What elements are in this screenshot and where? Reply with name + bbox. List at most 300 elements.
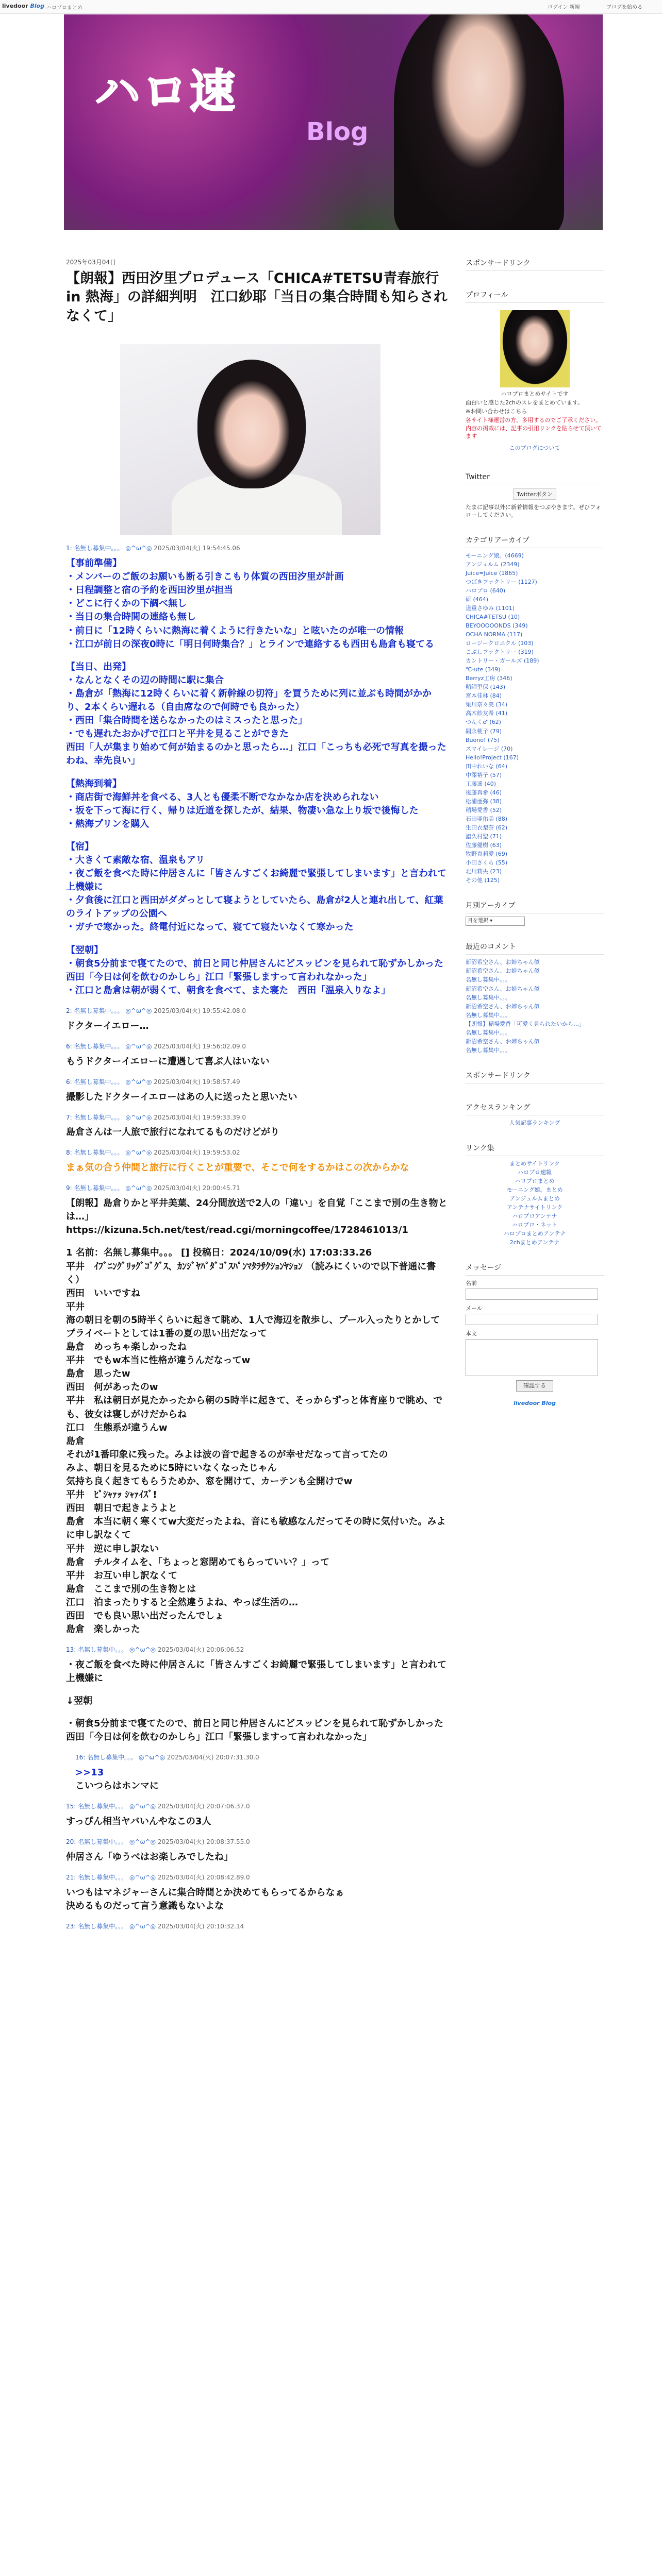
post-meta [66, 1148, 448, 1157]
link-item[interactable] [466, 1168, 604, 1177]
category-item-link[interactable]: 宮本佳林 (84) [466, 692, 502, 700]
category-item[interactable] [466, 595, 604, 604]
category-item-link[interactable]: ロージークロニクル (103) [466, 640, 534, 647]
login-link[interactable]: ログイン 新規 [548, 5, 580, 10]
category-item-link[interactable]: カントリー・ガールズ (189) [466, 657, 539, 665]
profile-line: 面白いと感じた2chのスレをまとめています。 [466, 399, 584, 406]
post-line: 平井 [66, 1301, 85, 1312]
category-item[interactable] [466, 727, 604, 736]
post-author-name[interactable]: 名無し募集中。。。 [74, 1113, 124, 1121]
post-number[interactable]: 21: [66, 1874, 76, 1882]
category-item[interactable] [466, 806, 604, 815]
category-item-link[interactable]: Hello!Project (167) [466, 754, 519, 761]
post-author-id[interactable]: ◎^ω^◎ [125, 1042, 152, 1050]
post-body [66, 1658, 448, 1744]
post-meta [66, 1184, 448, 1193]
post-date: 2025/03/04(火) 20:07:31.30.0 [167, 1754, 259, 1761]
post-line: ・江口が前日の深夜0時に「明日何時集合？」とラインで連絡するも西田も島倉も寝てる [66, 638, 434, 650]
post-line: 島倉 思ったw [66, 1368, 130, 1380]
post-meta [66, 1873, 448, 1882]
link-item-link[interactable]: アンテナサイトリンク [506, 1204, 563, 1211]
post-line [66, 831, 448, 840]
post-number[interactable]: 20: [66, 1838, 76, 1846]
message-name-label: 名前 [466, 1280, 477, 1287]
recent-comment-item-link[interactable]: 新沼希空さん、お姉ちゃん似 [466, 968, 540, 975]
link-item[interactable] [466, 1221, 604, 1229]
link-item-link[interactable]: アンジュルムまとめ [509, 1195, 560, 1202]
post-body [66, 1020, 448, 1033]
post-author-id[interactable]: ◎^ω^◎ [129, 1803, 156, 1810]
post-date: 2025/03/04(火) 20:07:06.37.0 [157, 1803, 250, 1810]
start-blog-link[interactable]: ブログを始める [606, 5, 642, 10]
category-item[interactable] [466, 656, 604, 665]
category-item-link[interactable]: つばきファクトリー (1127) [466, 578, 537, 585]
category-item[interactable] [466, 665, 604, 674]
thread-post [66, 1007, 448, 1033]
post-line [66, 1237, 448, 1246]
category-item[interactable] [466, 578, 604, 586]
post-line: 決めるものだって言う意識もないよな [66, 1901, 224, 1912]
category-item[interactable] [466, 586, 604, 595]
link-item[interactable] [466, 1194, 604, 1203]
profile-image [500, 310, 570, 387]
post-author-name[interactable]: 名無し募集中。。。 [78, 1923, 128, 1930]
recent-comment-item-link[interactable]: 名無し募集中。。。 [466, 994, 511, 1001]
post-line: 島倉 [66, 1435, 85, 1447]
post-line: ・前日に「12時くらいに熱海に着くように行きたいな」と呟いたのが唯一の情報 [66, 625, 404, 636]
monthly-archive-heading: 月別アーカイブ [466, 900, 604, 913]
post-author-id[interactable]: ◎^ω^◎ [138, 1754, 166, 1761]
link-item[interactable] [466, 1185, 604, 1194]
category-item[interactable] [466, 744, 604, 753]
recent-comment-item-link[interactable]: 新沼希空さん、お姉ちゃん似 [466, 985, 540, 992]
post-author-name[interactable]: 名無し募集中。。。 [78, 1874, 128, 1882]
category-item[interactable] [466, 700, 604, 709]
profile-line[interactable]: ※お問い合わせはこちら [466, 408, 527, 415]
post-number[interactable]: 9: [66, 1184, 72, 1192]
footer-livedoor-logo[interactable]: livedoor Blog [513, 1400, 556, 1407]
recent-comment-item[interactable] [466, 993, 604, 1002]
category-item-link[interactable]: 道重さゆみ (1101) [466, 604, 515, 612]
thread-post [66, 1148, 448, 1175]
category-item[interactable] [466, 560, 604, 569]
category-item-link[interactable]: BEYOOOOONDS (349) [466, 622, 528, 629]
recent-comment-item[interactable] [466, 1037, 604, 1046]
category-item[interactable] [466, 674, 604, 683]
post-line[interactable]: >>13 [75, 1767, 104, 1778]
link-item-link[interactable]: ハロプロ速報 [518, 1168, 552, 1176]
recent-comment-item[interactable] [466, 1028, 604, 1037]
category-item-link[interactable]: 稲場愛香 (52) [466, 806, 502, 814]
category-item[interactable] [466, 788, 604, 797]
article-date: 2025年03月04日 [66, 259, 117, 266]
category-archive-heading: カテゴリアーカイブ [466, 535, 604, 548]
thread-post [66, 1078, 448, 1104]
post-line: ・ガチで寒かった。終電付近になって、寝てて寝たいなくて寒かった [66, 922, 354, 933]
category-item-link[interactable]: 牧野真莉愛 (69) [466, 851, 508, 858]
post-meta [66, 1802, 448, 1811]
post-number[interactable]: 7: [66, 1113, 72, 1121]
recent-comment-item-link[interactable]: 新沼希空さん、お姉ちゃん似 [466, 1003, 540, 1010]
post-author-id[interactable]: ◎^ω^◎ [129, 1923, 156, 1930]
post-line: 平井 ﾋﾟｼｬｧｯ ｼｬｧｲｽﾞ! [66, 1489, 157, 1501]
message-mail-field[interactable] [466, 1314, 598, 1325]
category-item-link[interactable]: 後藤真希 (46) [466, 789, 502, 796]
link-item[interactable] [466, 1238, 604, 1247]
recent-comment-item[interactable] [466, 967, 604, 975]
blog-header-banner[interactable] [64, 14, 603, 230]
post-line: 西田 いいですね [66, 1287, 140, 1299]
post-author-name[interactable]: 名無し募集中。。。 [74, 1149, 124, 1157]
article-title[interactable]: 【朗報】西田汐里プロデュース「CHICA#TETSU青春旅行 in 熱海」の詳細判明 江口紗耶「当日の集合時間も知らされなくて」 [66, 270, 448, 324]
post-body [66, 1055, 448, 1069]
access-ranking-item[interactable]: 人気記事ランキング [509, 1119, 560, 1126]
post-number[interactable]: 2: [66, 1007, 72, 1014]
recent-comment-item[interactable] [466, 1020, 604, 1028]
category-item[interactable] [466, 832, 604, 841]
link-item-link[interactable]: モーニング娘。まとめ [506, 1186, 563, 1193]
post-line: 島倉 本当に朝く寒くてw大変だったよね、音にも敏感なんだってその時に気付いた。みよに申し訳なくて [66, 1516, 446, 1541]
recent-comment-item-link[interactable]: 名無し募集中。。。 [466, 1011, 511, 1019]
category-item[interactable] [466, 621, 604, 630]
post-number[interactable]: 1: [66, 545, 72, 552]
category-item[interactable] [466, 841, 604, 850]
link-item[interactable] [466, 1203, 604, 1212]
category-item[interactable] [466, 604, 604, 613]
category-item[interactable] [466, 867, 604, 876]
post-line: 気持ち良く起きてもらうためか、窓を開けて、カーテンも全開けでw [66, 1476, 353, 1487]
category-item-link[interactable]: 生田衣梨奈 (62) [466, 824, 508, 832]
post-author-name[interactable]: 名無し募集中。。。 [87, 1754, 137, 1761]
profile-notice-2: 内容の掲載には、記事の引用リンクを貼らせて頂いてます [466, 425, 602, 440]
post-line: 平井 ｲﾌﾞﾆﾝｸﾞﾘｯｸﾞｺﾞｸﾞｽ、ｶﾝｼﾞﾔﾊﾟﾀﾞｺﾞｽﾊﾟﾝﾏﾀﾗｻｸｼｮﾝﾔｼｮﾝ （読みにくいので以下普通に書く） [66, 1261, 436, 1285]
post-line: 西田 何があったのw [66, 1382, 158, 1393]
category-item[interactable] [466, 823, 604, 832]
category-item-link[interactable]: 石田亜佑美 (88) [466, 816, 508, 822]
twitter-follow-button[interactable]: Twitterボタン [513, 488, 556, 500]
post-body [66, 1851, 448, 1864]
post-number[interactable]: 23: [66, 1923, 76, 1930]
category-item[interactable] [466, 648, 604, 656]
post-line [66, 935, 448, 944]
post-date: 2025/03/04(火) 20:08:42.89.0 [157, 1874, 250, 1882]
category-item[interactable] [466, 630, 604, 639]
post-line: すっぴん相当ヤバいんやなこの3人 [66, 1816, 211, 1827]
category-item[interactable] [466, 718, 604, 726]
post-author-id[interactable]: ◎^ω^◎ [125, 1184, 152, 1192]
post-line: ・西田「集合時間を送らなかったのはミスったと思った」 [66, 715, 308, 726]
post-line: ・夜ご飯を食べた時に仲居さんに「皆さんすごくお綺麗で緊張してしまいます」と言われて上機嫌に [66, 1659, 446, 1684]
recent-comment-item[interactable] [466, 1002, 604, 1011]
post-line: 【事前準備】 [66, 558, 122, 569]
post-author-name[interactable]: 名無し募集中。。。 [74, 1042, 124, 1050]
post-author-id[interactable]: ◎^ω^◎ [125, 1113, 152, 1121]
post-line: 江口 泊まったりすると全然違うよね、やっぱ生活の… [66, 1597, 298, 1608]
message-heading: メッセージ [466, 1262, 604, 1276]
post-line: ドクターイエロー… [66, 1020, 149, 1031]
category-item[interactable] [466, 753, 604, 762]
recent-comment-item-link[interactable]: 名無し募集中。。。 [466, 1029, 511, 1036]
category-item[interactable] [466, 762, 604, 771]
post-line: ・熱海プリンを購入 [66, 818, 150, 829]
post-number[interactable]: 13: [66, 1646, 76, 1654]
post-line: ・なんとなくその辺の時間に駅に集合 [66, 674, 224, 686]
message-mail-label: メール [466, 1305, 483, 1312]
post-author-name[interactable]: 名無し募集中。。。 [78, 1803, 128, 1810]
about-blog-link[interactable]: このブログについて [509, 445, 560, 452]
post-line: ・夕食後に江口と西田がダダっとして寝ようとしていたら、島倉が2人と連れ出して、紅葉のライトアップの公園へ [66, 895, 443, 920]
post-body [75, 1766, 448, 1793]
post-body [66, 1197, 448, 1636]
links-list [466, 1159, 604, 1247]
post-line: ・夜ご飯を食べた時に仲居さんに「皆さんすごくお綺麗で緊張してしまいます」と言われて上機嫌に [66, 868, 446, 893]
post-line: ・当日の集合時間の連絡も無し [66, 612, 196, 623]
header-portrait [394, 14, 564, 230]
post-line: 西田 朝日で起きようよと [66, 1503, 177, 1514]
category-item-link[interactable]: 佐藤優樹 (63) [466, 842, 502, 849]
category-item-link[interactable]: CHICA#TETSU (10) [466, 613, 520, 620]
link-item-link[interactable]: 2chまとめアンテナ [509, 1239, 560, 1246]
category-item[interactable] [466, 858, 604, 867]
thread-post [66, 1646, 448, 1744]
blog-title-logo: ハロ速 [95, 65, 238, 118]
link-item-link[interactable]: ハロプロまとめアンテナ [503, 1230, 566, 1238]
link-item[interactable] [466, 1212, 604, 1221]
post-date: 2025/03/04(火) 20:08:37.55.0 [157, 1838, 250, 1846]
link-item-link[interactable]: ハロプロまとめ [515, 1177, 555, 1184]
message-name-field[interactable] [466, 1289, 598, 1300]
post-line: 撮影したドクターイエローはあの人に送ったと思いたい [66, 1091, 297, 1103]
post-line: 海の朝日を朝の5時半くらいに起きて眺め、1人で海辺を散歩し、プール入ったりとかして [66, 1314, 440, 1326]
post-line: まぁ気の合う仲間と旅行に行くことが重要で、そこで何をするかはこの次からかな [66, 1162, 409, 1174]
message-body-field[interactable] [466, 1339, 598, 1376]
category-item[interactable] [466, 639, 604, 648]
recent-comment-item-link[interactable]: 新沼希空さん、お姉ちゃん似 [466, 959, 540, 966]
recent-comment-item[interactable] [466, 985, 604, 993]
post-author-name[interactable]: 名無し募集中。。。 [78, 1838, 128, 1846]
thread-post [66, 1802, 448, 1828]
category-item-link[interactable]: Juice=Juice (1865) [466, 569, 518, 577]
category-item[interactable] [466, 815, 604, 823]
recent-comment-item-link[interactable]: 新沼希空さん、お姉ちゃん似 [466, 1038, 540, 1045]
category-item-link[interactable]: 松浦亜弥 (38) [466, 798, 502, 805]
post-body [66, 557, 448, 997]
category-item-link[interactable]: Buono! (75) [466, 736, 500, 743]
post-line: 島倉 めっちゃ楽しかったね [66, 1342, 187, 1353]
twitter-heading: Twitter [466, 473, 604, 484]
photo-figure-head [197, 360, 306, 488]
post-meta [66, 1007, 448, 1015]
post-line[interactable]: https://kizuna.5ch.net/test/read.cgi/morningcoffee/1728461013/1 [66, 1225, 408, 1236]
post-author-id[interactable]: ◎^ω^◎ [125, 545, 152, 552]
recent-comment-item-link[interactable]: 名無し募集中。。。 [466, 976, 511, 984]
post-line: それが1番印象に残った。みよは波の音で起きるのが幸せだなって言ってたの [66, 1449, 388, 1460]
thread-post [66, 1184, 448, 1636]
post-line: ・坂を下って海に行く、帰りは近道を探したが、結果、物凄い急な上り坂で後悔した [66, 805, 419, 816]
category-item[interactable] [466, 709, 604, 718]
category-item[interactable] [466, 613, 604, 621]
category-item-link[interactable]: こぶしファクトリー (319) [466, 649, 534, 656]
post-date: 2025/03/04(火) 19:55:42.08.0 [154, 1007, 246, 1014]
post-meta [66, 1042, 448, 1051]
message-body-label: 本文 [466, 1330, 477, 1337]
thread-post [66, 1113, 448, 1140]
category-item-link[interactable]: 研 (464) [466, 596, 489, 603]
category-item[interactable] [466, 779, 604, 788]
category-item-link[interactable]: 中澤裕子 (57) [466, 771, 502, 778]
link-item-link[interactable]: まとめサイトリンク [509, 1160, 560, 1167]
category-item-link[interactable]: つんく♂ (62) [466, 719, 501, 726]
post-date: 2025/03/04(火) 19:58:57.49 [154, 1078, 240, 1086]
post-author-name[interactable]: 名無し募集中。。。 [78, 1646, 128, 1654]
confirm-button[interactable]: 確認する [516, 1380, 553, 1392]
recent-comment-item[interactable] [466, 958, 604, 967]
post-author-name[interactable]: 名無し募集中。。。 [74, 1007, 124, 1014]
post-number[interactable]: 8: [66, 1149, 72, 1157]
recent-comment-item[interactable] [466, 1046, 604, 1055]
thread-post [75, 1753, 448, 1793]
post-date: 2025/03/04(火) 20:00:45.71 [154, 1184, 240, 1192]
site-name[interactable]: ハロプロまとめ [46, 5, 82, 11]
post-meta [66, 1078, 448, 1087]
post-author-name[interactable]: 名無し募集中。。。 [74, 545, 124, 552]
access-ranking-heading: アクセスランキング [466, 1102, 604, 1115]
recent-comment-item[interactable] [466, 975, 604, 984]
category-item[interactable] [466, 569, 604, 578]
link-item-link[interactable]: ハロプロアンテナ [512, 1213, 557, 1220]
post-body [66, 1091, 448, 1104]
category-item-link[interactable]: 鞘師里保 (143) [466, 684, 506, 691]
category-item-link[interactable]: 小田さくら (55) [466, 859, 508, 867]
thread-post [66, 544, 448, 997]
post-meta [66, 1922, 448, 1931]
post-author-name[interactable]: 名無し募集中。。。 [74, 1078, 124, 1086]
post-line: ・島倉が「熱海に12時くらいに着く新幹線の切符」を買うために列に並ぶも時間がかかり、2本くらい遅れる（自由席なので何時でも良かった） [66, 688, 432, 713]
category-item[interactable] [466, 876, 604, 885]
link-item[interactable] [466, 1177, 604, 1185]
category-item-link[interactable]: 北川莉央 (23) [466, 868, 502, 875]
post-line: 【熱海到着】 [66, 778, 122, 789]
category-item-link[interactable]: 譜久村聖 (71) [466, 833, 502, 840]
blog-subtitle-logo: Blog [306, 117, 369, 146]
category-item[interactable] [466, 683, 604, 691]
post-number[interactable]: 15: [66, 1803, 76, 1810]
category-list [466, 551, 604, 885]
recent-comments-list [466, 958, 604, 1055]
profile-heading: プロフィール [466, 290, 604, 303]
post-line: 【宿】 [66, 841, 94, 852]
link-item[interactable] [466, 1229, 604, 1238]
thread-post [66, 1838, 448, 1864]
recent-comment-item-link[interactable]: 【朗報】稲場愛香「可愛く見られたいから…」 [466, 1020, 585, 1027]
post-author-id[interactable]: ◎^ω^◎ [129, 1838, 156, 1846]
category-item-link[interactable]: スマイレージ (70) [466, 745, 513, 752]
post-line: 島倉さんは一人旅で旅行になれてるものだけどがり [66, 1127, 279, 1138]
profile-line: ハロプロまとめサイトです [501, 391, 569, 397]
category-item-link[interactable]: 工藤遥 (40) [466, 780, 496, 787]
post-author-id[interactable]: ◎^ω^◎ [125, 1149, 152, 1157]
main-column [66, 258, 448, 1935]
post-line: ・どこに行くかの下調べ無し [66, 598, 187, 609]
post-line: 1 名前：名無し募集中。。。 [] 投稿日：2024/10/09(水) 17:03:33.26 [66, 1247, 372, 1259]
category-item-link[interactable]: ハロプロ (640) [466, 587, 506, 594]
links-heading: リンク集 [466, 1143, 604, 1156]
livedoor-logo[interactable]: livedoor Blog [2, 3, 45, 9]
post-number[interactable]: 16: [75, 1754, 86, 1761]
link-item[interactable] [466, 1159, 604, 1168]
post-line: 【翌朝】 [66, 944, 103, 956]
post-line [66, 1708, 448, 1717]
post-author-name[interactable]: 名無し募集中。。。 [74, 1184, 124, 1192]
post-line: ・メンバーのご飯のお願いも断る引きこもり体質の西田汐里が計画 [66, 571, 344, 583]
thread-post [66, 1922, 448, 1931]
post-line [66, 768, 448, 777]
post-line: 平井 逆に申し訳ない [66, 1543, 159, 1554]
category-item[interactable] [466, 850, 604, 858]
post-author-id[interactable]: ◎^ω^◎ [125, 1007, 152, 1014]
post-line: 島倉 楽しかった [66, 1624, 140, 1635]
category-item-link[interactable]: OCHA NORMA (117) [466, 631, 523, 638]
month-select[interactable]: 月を選択 ▾ [466, 917, 525, 926]
category-item[interactable] [466, 691, 604, 700]
category-item-link[interactable]: Berryz工房 (346) [466, 675, 512, 682]
post-meta [66, 544, 448, 553]
post-author-id[interactable]: ◎^ω^◎ [125, 1078, 152, 1086]
post-line: 平井 でもw本当に性格が違うんだなってw [66, 1355, 251, 1366]
category-item-link[interactable]: 嗣永桃子 (79) [466, 727, 502, 735]
category-item[interactable] [466, 736, 604, 744]
thread-post [66, 1873, 448, 1913]
sponsored-heading-2: スポンサードリンク [466, 1070, 604, 1083]
post-author-id[interactable]: ◎^ω^◎ [129, 1874, 156, 1882]
post-line: こいつらはホンマに [75, 1781, 159, 1792]
category-item-link[interactable]: アンジュルム (2349) [466, 561, 520, 568]
article-photo [120, 344, 380, 535]
recent-comment-item[interactable] [466, 1011, 604, 1020]
post-line: 島倉 チルタイムを、「ちょっと窓閉めてもらっていい？」って [66, 1556, 330, 1568]
category-item[interactable] [466, 771, 604, 779]
twitter-note: たまに記事以外に新着情報をつぶやきます。ぜひフォローしてください。 [466, 503, 601, 518]
post-line: ・朝食5分前まで寝てたので、前日と同じ仲居さんにどスッピンを見られて恥ずかしかった [66, 1718, 443, 1730]
thread-posts [66, 544, 448, 1931]
post-meta [66, 1113, 448, 1122]
post-meta [66, 1838, 448, 1846]
sponsored-heading: スポンサードリンク [466, 258, 604, 271]
category-item-link[interactable]: 高木紗友希 (41) [466, 710, 508, 717]
post-author-id[interactable]: ◎^ω^◎ [129, 1646, 156, 1654]
category-item-link[interactable]: 田中れいな (64) [466, 762, 508, 770]
category-item-link[interactable]: ℃-ute (349) [466, 666, 501, 673]
category-item-link[interactable]: その他 (125) [466, 877, 500, 884]
post-line: もうドクターイエローに遭遇して喜ぶ人はいない [66, 1056, 270, 1067]
category-item-link[interactable]: モーニング娘。(4669) [466, 552, 524, 559]
post-date: 2025/03/04(火) 19:59:33.39.0 [154, 1113, 246, 1121]
post-line: 西田「今日は何を飲むのかしら」江口「緊張しますって言われなかった」 [66, 1732, 372, 1743]
recent-comment-item-link[interactable]: 名無し募集中。。。 [466, 1046, 511, 1054]
category-item[interactable] [466, 797, 604, 806]
sidebar [466, 258, 604, 1409]
post-date: 2025/03/04(火) 19:54:45.06 [154, 545, 240, 552]
profile-notice: 各サイト様運営の方。多用するのでご了承ください。 [466, 416, 602, 423]
post-body [66, 1815, 448, 1828]
category-item[interactable] [466, 551, 604, 560]
category-item-link[interactable]: 梁川奈々美 (34) [466, 701, 508, 708]
link-item-link[interactable]: ハロプロ・ネット [512, 1222, 557, 1229]
post-number[interactable]: 6: [66, 1078, 72, 1086]
post-number[interactable]: 6: [66, 1042, 72, 1050]
post-body [66, 1886, 448, 1913]
post-meta [75, 1753, 448, 1762]
